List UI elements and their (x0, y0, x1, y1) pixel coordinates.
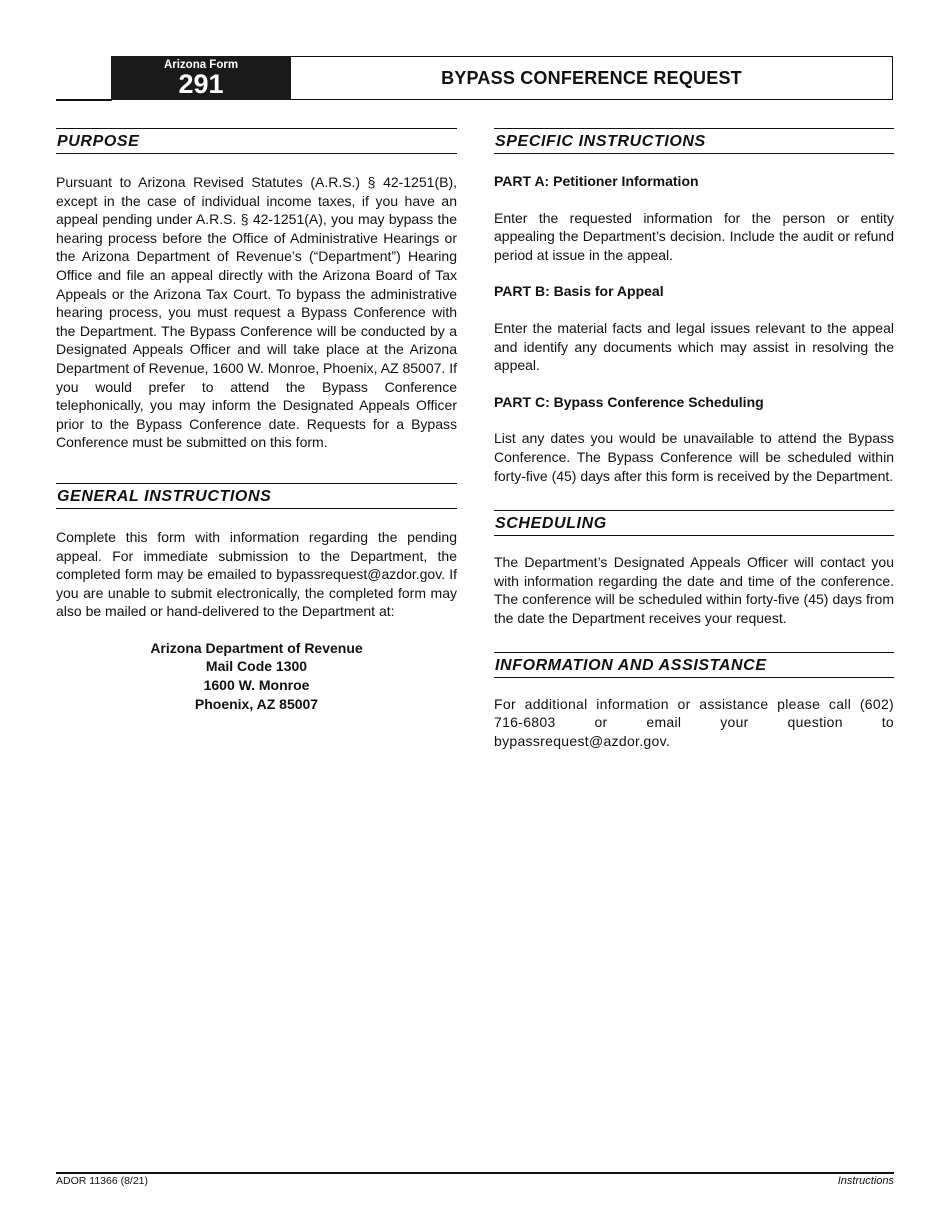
left-column (56, 128, 457, 713)
title-box (291, 56, 893, 100)
form-label: Arizona Form (163, 59, 239, 71)
general-instructions-heading: GENERAL INSTRUCTIONS (56, 483, 457, 509)
purpose-body: Pursuant to Arizona Revised Statutes (A.R.S.) § 42-1251(B), except in the case of individual income taxes, if you have an appeal pending under A.R.S. § 42-1251(A), you may bypass the hearing process before the Office of Administrative Hearings or the Arizona Department of Revenue’s (“Department”) Hearing Office and file an appeal directly with the Arizona Board of Tax Appeals or the Arizona Tax Court. To bypass the administrative hearing process, you must request a Bypass Conference with the Department. The Bypass Conference will be conducted by a Designated Appeals Officer and will take place at the Arizona Department of Revenue, 1600 W. Monroe, Phoenix, AZ 85007. If you would prefer to attend the Bypass Conference telephonically, you may inform the Designated Appeals Officer prior to the Bypass Conference date. Requests for a Bypass Conference must be submitted on this form. (56, 174, 457, 451)
information-heading: INFORMATION AND ASSISTANCE (494, 652, 894, 678)
part-b-title: PART B: Basis for Appeal (494, 283, 664, 300)
mailing-address (56, 639, 457, 713)
part-b-body: Enter the material facts and legal issues relevant to the appeal and identify any documents which may assist in resolving the appeal. (494, 319, 894, 374)
information-body: For additional information or assistance please call (602) 716-6803 or email your question to bypassrequest@azdor.gov. (494, 695, 894, 749)
address-line: Phoenix, AZ 85007 (194, 695, 319, 712)
specific-instructions-heading: SPECIFIC INSTRUCTIONS (494, 128, 894, 154)
footer-rule (56, 1172, 894, 1174)
part-c-title: PART C: Bypass Conference Scheduling (494, 393, 764, 410)
form-number-badge (111, 56, 291, 100)
address-line: 1600 W. Monroe (203, 677, 310, 694)
form-code: ADOR 11366 (8/21) (56, 1175, 149, 1187)
purpose-heading: PURPOSE (56, 128, 457, 154)
form-number: 291 (178, 69, 224, 99)
part-a-title: PART A: Petitioner Information (494, 173, 699, 189)
footer-label: Instructions (837, 1175, 894, 1187)
header-rule (56, 99, 112, 101)
scheduling-body: The Department’s Designated Appeals Officer will contact you with information regarding the date and time of the conference. The conference will be scheduled within forty-five (45) days from the date the Department receives your request. (494, 554, 894, 626)
general-instructions-body: Complete this form with information regarding the pending appeal. For immediate submission to the Department, the completed form may be emailed to bypassrequest@azdor.gov. If you are unable to submit electronically, the completed form may also be mailed or hand-delivered to the Department at: (56, 528, 457, 620)
right-column (494, 128, 894, 750)
part-a-body: Enter the requested information for the person or entity appealing the Department’s decision. Include the audit or refund period at issue in the appeal. (494, 209, 894, 263)
address-line: Arizona Department of Revenue (150, 639, 363, 656)
address-line: Mail Code 1300 (205, 658, 308, 675)
scheduling-heading: SCHEDULING (494, 510, 894, 536)
page-title: BYPASS CONFERENCE REQUEST (441, 68, 742, 88)
part-c-body: List any dates you would be unavailable to attend the Bypass Conference. The Bypass Conference will be scheduled within forty-five (45) days after this form is received by the Department. (494, 430, 894, 484)
